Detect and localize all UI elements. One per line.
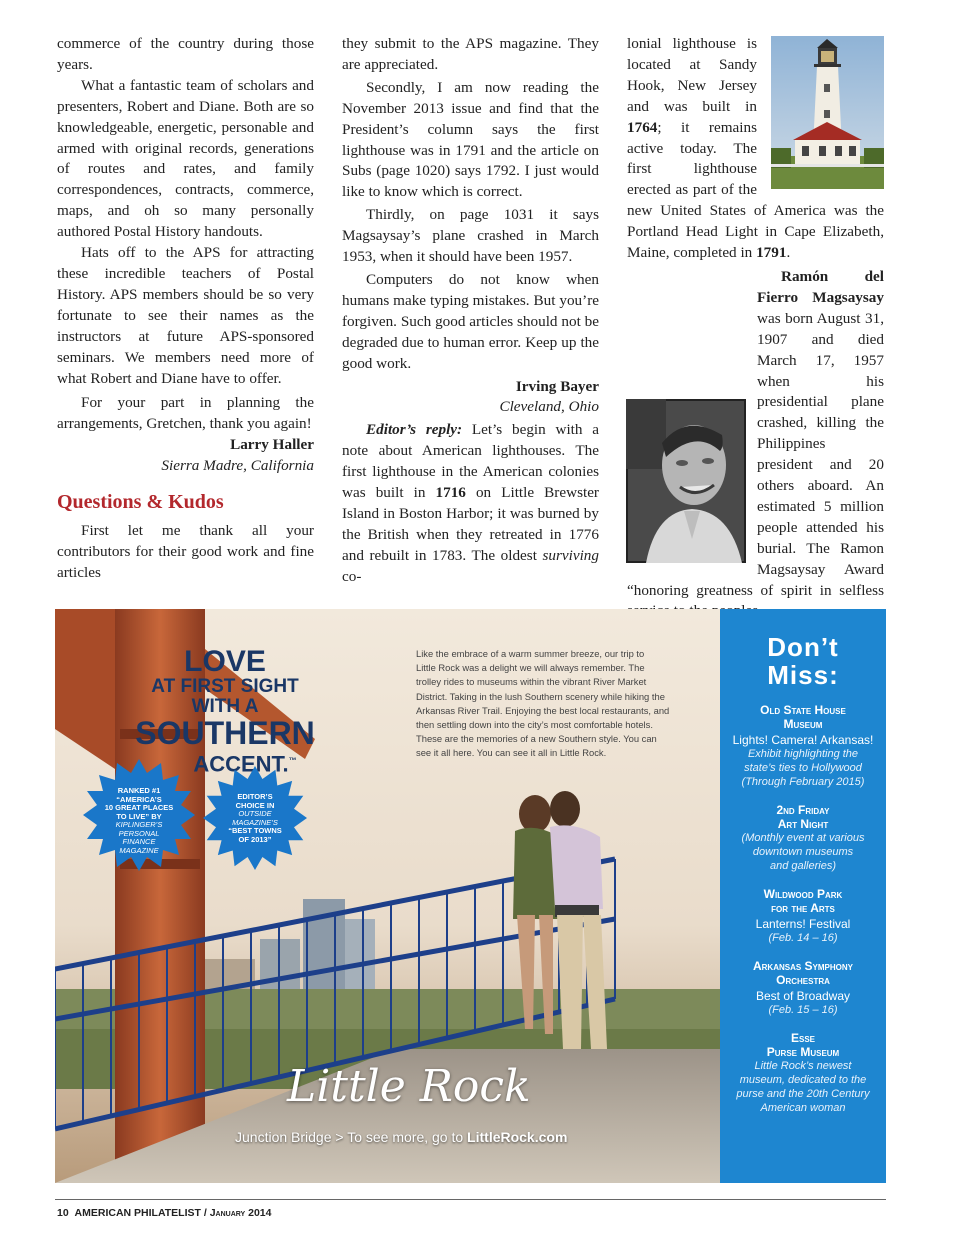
ad-body-line: Arkansas River Trail. Enjoying the best local restaurants, and <box>416 704 670 716</box>
event-t1: Wildwood Park <box>763 887 843 901</box>
outside-badge <box>203 766 307 870</box>
event-item <box>720 1031 886 1115</box>
paragraph: commerce of the country during those years. <box>57 35 314 73</box>
footer-rule <box>55 1199 886 1200</box>
event-t1: Esse <box>790 1031 815 1045</box>
reply-text: co- <box>342 567 362 585</box>
event-t2: Orchestra <box>776 973 830 987</box>
paragraph: they submit to the APS magazine. They are appreciated. <box>342 35 599 73</box>
ad-body-line: Little Rock was a delight we will always remember. The <box>416 662 645 674</box>
dont-miss-panel <box>720 609 886 1183</box>
paragraph: Thirdly, on page 1031 it says Magsaysay’s plane crashed in March 1953, when it should have been 1957. <box>342 206 599 266</box>
badge-line: MAGAZINE <box>119 845 159 855</box>
event-item <box>720 887 886 945</box>
badge-line: FINANCE <box>122 837 156 846</box>
event-item <box>720 959 886 1017</box>
text: . <box>786 244 791 262</box>
event-d1: Exhibit highlighting the <box>747 748 859 760</box>
event-t2: Museum <box>783 717 823 731</box>
event-t2: Art Night <box>777 817 829 831</box>
signature-place: Cleveland, Ohio <box>499 398 599 416</box>
event-d3: (Through February 2015) <box>741 776 865 788</box>
page-footer <box>57 1207 272 1219</box>
ad-caption <box>235 1129 567 1145</box>
little-rock-logo: Little Rock <box>287 1061 531 1112</box>
page-number: 10 <box>57 1207 69 1219</box>
badge-line: CHOICE IN <box>235 800 275 810</box>
headline-line: AT FIRST SIGHT <box>151 676 299 697</box>
year: 1791 <box>756 244 787 262</box>
event-d2: state’s ties to Hollywood <box>744 762 862 774</box>
ad-headline <box>110 647 340 776</box>
event-t1: Arkansas Symphony <box>752 959 853 973</box>
event-d3: purse and the 20th Century <box>736 1088 870 1100</box>
paragraph: For your part in planning the arrangements, Gretchen, thank you again! <box>57 394 314 433</box>
badge-line: OF 2013” <box>238 834 272 844</box>
column-1 <box>57 34 314 584</box>
event-d2: downtown museums <box>752 846 854 858</box>
paragraph: Computers do not know when humans make typing mistakes. But you’re forgiven. Such good articles should not be degraded due to human error. Keep up the good work. <box>342 270 599 372</box>
event-sub: Best of Broadway <box>755 989 851 1003</box>
badge-line: TO LIVE” BY <box>116 811 162 821</box>
headline-line: LOVE <box>184 645 266 678</box>
event-d2: museum, dedicated to the <box>739 1074 867 1086</box>
ad-body-line: Like the embrace of a warm summer breeze, our trip to <box>416 648 645 659</box>
lighthouse-photo <box>771 36 884 189</box>
reply-text: on Little Brewster Island in Boston Harbor; it was burned by the British when they retreated in 1776 and rebuilt in 1783. The oldest <box>342 484 599 564</box>
caption-text: Junction Bridge > To see more, go to <box>235 1129 468 1145</box>
event-sub: Lanterns! Festival <box>755 917 851 931</box>
title-line: Miss: <box>767 660 839 690</box>
title-line: Don’t <box>767 632 839 662</box>
badge-line: EDITOR’S <box>237 792 273 801</box>
dont-miss-title <box>720 633 886 689</box>
paragraph: Hats off to the APS for attracting these incredible teachers of Postal History. APS members should be so very fortunate to see their names as the instructors at future APS-sponsored seminars. We members need more of what Robert and Diane have to offer. <box>57 244 314 387</box>
badge-line: “AMERICA’S <box>116 794 162 804</box>
badge-line: OUTSIDE <box>238 809 272 818</box>
badge-line: “BEST TOWNS <box>228 826 282 835</box>
person-name: Ramón del Fierro Magsaysay <box>757 267 884 306</box>
year: 1764 <box>627 118 658 136</box>
little-rock-advertisement <box>55 609 886 1183</box>
trademark: ™ <box>288 756 297 765</box>
column-2 <box>342 34 599 588</box>
event-d4: American woman <box>760 1102 846 1114</box>
ad-body-copy <box>416 647 706 761</box>
event-item <box>720 703 886 789</box>
badge-line: 10 GREAT PLACES <box>104 803 174 812</box>
ad-body-line: trolley rides to museums within the vibrant River Market <box>416 676 647 688</box>
ad-body-line: District. Taking in the lush Southern scenery while hiking the <box>416 690 665 702</box>
reply-year: 1716 <box>435 484 466 502</box>
editor-reply-label: Editor’s reply: <box>366 421 463 439</box>
headline-line: SOUTHERN <box>135 715 315 751</box>
event-t2: Purse Museum <box>766 1045 840 1059</box>
signature-name: Irving Bayer <box>515 377 599 395</box>
paragraph: First let me thank all your contributors for their good work and fine articles <box>57 522 314 581</box>
events-list <box>720 703 886 1115</box>
paragraph: Secondly, I am now reading the November 2013 issue and find that the President’s column says the first lighthouse was in 1791 and the article on Subs (page 1020) says 1792. I just would like to know which is correct. <box>342 78 599 201</box>
kiplinger-badge <box>83 759 195 871</box>
headline-line: WITH A <box>191 696 259 717</box>
magsaysay-portrait <box>626 399 746 563</box>
text: was born August 31, 1907 and died March 17, 1957 when his presidential plane crashed, killing the Philippines president and 20 others aboard. An estimated 5 million people attended his burial. The Ramon Magsaysay Award “honoring greatness of spirit in selfless <box>627 309 884 599</box>
event-item <box>720 803 886 873</box>
event-t2: for the Arts <box>771 901 835 915</box>
magazine-name: AMERICAN PHILATELIST <box>74 1207 201 1219</box>
badge-line: MAGAZINE’S <box>232 817 278 827</box>
text: ; it remains active today. The first lighthouse erected as part of the new United States of America was the Portland Head Light in Cape Elizabeth, Maine, completed in <box>627 118 884 262</box>
badge-line: PERSONAL <box>118 828 160 838</box>
reply-emphasis: surviving <box>542 546 599 564</box>
footer-separator: / <box>200 1207 210 1219</box>
event-sub: Lights! Camera! Arkansas! <box>732 733 874 747</box>
editor-reply <box>342 420 599 587</box>
event-d3: and galleries) <box>769 860 837 872</box>
badge-line: RANKED #1 <box>117 786 161 795</box>
text: lonial lighthouse is located at Sandy Hook, New Jersey and was built in <box>627 35 757 115</box>
event-t1: Old State House <box>760 703 846 717</box>
website-link[interactable]: LittleRock.com <box>467 1129 568 1145</box>
headline-accent: ACCENT. <box>193 751 289 777</box>
ad-body-line: These are the memories of a new Southern style. You can <box>416 733 657 745</box>
signature-place: Sierra Madre, California <box>161 457 314 475</box>
event-d1: (Feb. 14 – 16) <box>768 932 838 944</box>
paragraph: What a fantastic team of scholars and presenters, Robert and Diane. Both are so knowledgeable, energetic, personable and armed with original records, generations of routes and rates, and family correspondences, contracts, commerce, maps, and oh so many personally authored Postal History handouts. <box>57 76 314 241</box>
signature-name: Larry Haller <box>230 436 314 454</box>
event-d1: (Feb. 15 – 16) <box>768 1004 838 1016</box>
event-t1: 2nd Friday <box>776 803 830 817</box>
ad-body-line: then settling down into the city’s most comfortable hotels. <box>416 719 653 731</box>
reply-text: Let’s begin with a note about American lighthouses. The first lighthouse in the American colonies was built in <box>342 421 599 502</box>
event-d1: Little Rock’s newest <box>754 1060 852 1072</box>
badge-line: KIPLINGER’S <box>115 820 163 829</box>
ad-body-line: see it all here. You can see it all in Little Rock. <box>416 747 607 759</box>
section-heading: Questions & Kudos <box>57 491 224 514</box>
issue-date: January 2014 <box>209 1207 272 1219</box>
event-d1: (Monthly event at various <box>741 832 865 844</box>
